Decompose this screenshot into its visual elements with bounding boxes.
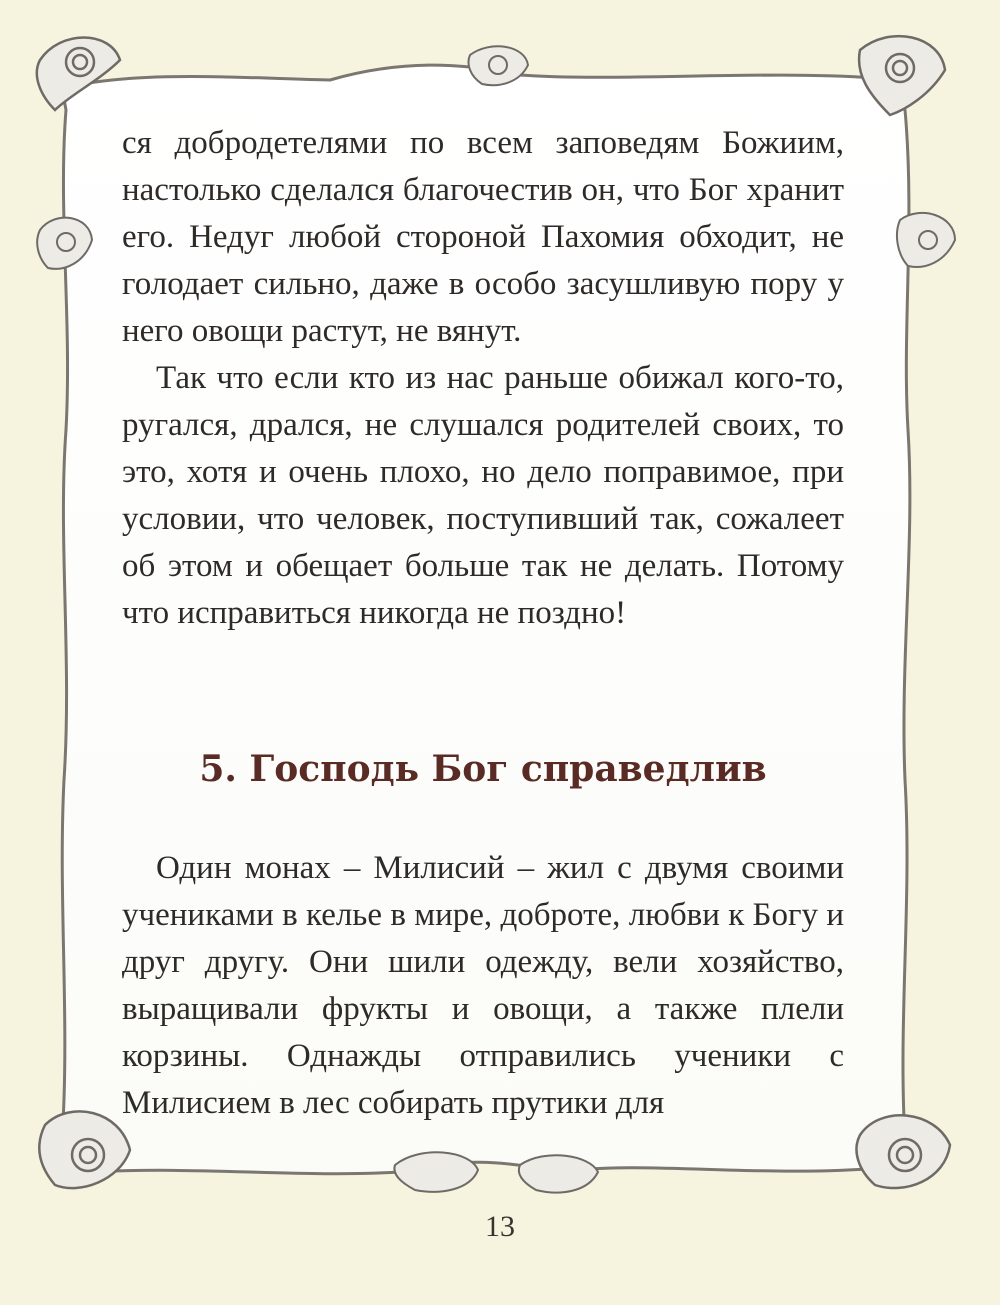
body-text-top <box>122 120 844 637</box>
corner-curl-bottom-right <box>856 1115 950 1188</box>
side-curl-right <box>897 213 955 267</box>
paragraph-moral: Так что если кто из нас раньше обижал кого-то, ругался, дрался, не слушался родителей своих, то это, хотя и очень плохо, но дело поправимое, при условии, что человек, поступивший так, сожалеет об этом и обещает больше так не делать. Потому что исправиться никогда не поздно! <box>122 360 844 631</box>
paragraph-continuation: ся добродетелями по всем заповедям Божиим, настолько сделался благочестив он, что Бог хранит его. Недуг любой стороной Пахомия обходит, не голодает сильно, даже в особо засушливую пору у него овощи растут, не вянут. <box>122 125 844 349</box>
body-text-bottom <box>122 845 844 1127</box>
paragraph-story: Один монах – Милисий – жил с двумя своими учениками в келье в мире, доброте, любви к Богу и друг другу. Они шили одежду, вели хозяйство, выращивали фрукты и овощи, а также плели корзины. Однажды отправились ученики с Милисием в лес собирать прутики для <box>122 850 844 1121</box>
page-number: 13 <box>485 1210 515 1243</box>
section-heading: 5. Господь Бог справедлив <box>199 748 767 790</box>
